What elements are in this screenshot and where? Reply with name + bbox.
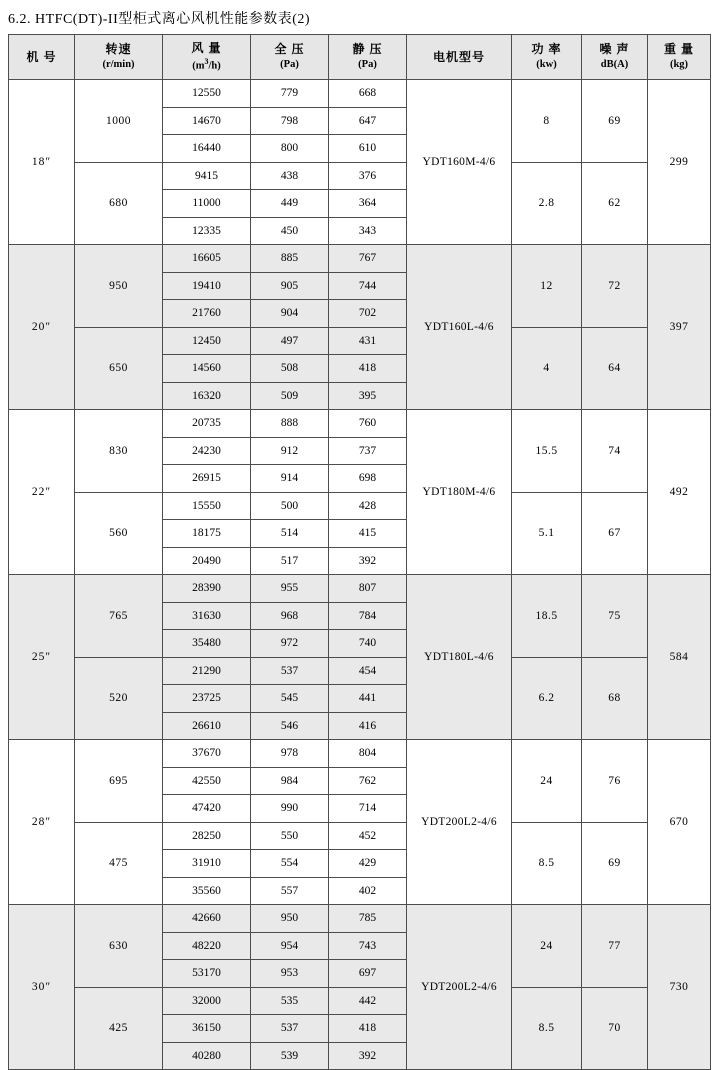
cell-air-flow: 31630: [163, 602, 251, 630]
cell-total-pressure: 978: [251, 740, 329, 768]
column-header-6: [512, 35, 582, 80]
cell-total-pressure: 984: [251, 767, 329, 795]
cell-air-flow: 40280: [163, 1042, 251, 1070]
cell-air-flow: 32000: [163, 987, 251, 1015]
cell-total-pressure: 497: [251, 327, 329, 355]
cell-air-flow: 26915: [163, 465, 251, 493]
column-header-unit: $(m^3/h)$: [192, 57, 221, 72]
cell-motor-model: YDT160L-4/6: [407, 245, 512, 410]
cell-total-pressure: 954: [251, 932, 329, 960]
cell-air-flow: 47420: [163, 795, 251, 823]
cell-model-no: 18″: [9, 80, 75, 245]
cell-weight: 492: [648, 410, 711, 575]
column-header-label: 机 号: [26, 49, 57, 64]
cell-total-pressure: 514: [251, 520, 329, 548]
column-header-label: 风 量: [191, 41, 222, 56]
cell-static-pressure: 714: [329, 795, 407, 823]
cell-air-flow: 15550: [163, 492, 251, 520]
column-header-1: [75, 35, 163, 80]
cell-static-pressure: 647: [329, 107, 407, 135]
column-header-label: 噪 声: [599, 42, 630, 57]
table-row: [9, 822, 711, 850]
cell-air-flow: 23725: [163, 685, 251, 713]
cell-total-pressure: 955: [251, 575, 329, 603]
table-row: [9, 492, 711, 520]
column-header-3: [251, 35, 329, 80]
cell-weight: 730: [648, 905, 711, 1070]
cell-total-pressure: 888: [251, 410, 329, 438]
cell-noise: 67: [582, 492, 648, 575]
cell-total-pressure: 779: [251, 80, 329, 108]
cell-power: 15.5: [512, 410, 582, 493]
cell-noise: 77: [582, 905, 648, 988]
cell-motor-model: YDT200L2-4/6: [407, 905, 512, 1070]
cell-weight: 397: [648, 245, 711, 410]
cell-total-pressure: 450: [251, 217, 329, 245]
cell-rpm: 695: [75, 740, 163, 823]
cell-static-pressure: 418: [329, 1015, 407, 1043]
cell-static-pressure: 744: [329, 272, 407, 300]
cell-air-flow: 36150: [163, 1015, 251, 1043]
cell-air-flow: 28390: [163, 575, 251, 603]
cell-static-pressure: 428: [329, 492, 407, 520]
cell-static-pressure: 668: [329, 80, 407, 108]
table-row: [9, 410, 711, 438]
cell-total-pressure: 798: [251, 107, 329, 135]
cell-power: 4: [512, 327, 582, 410]
cell-total-pressure: 517: [251, 547, 329, 575]
cell-power: 24: [512, 905, 582, 988]
cell-static-pressure: 743: [329, 932, 407, 960]
cell-total-pressure: 968: [251, 602, 329, 630]
cell-rpm: 520: [75, 657, 163, 740]
cell-model-no: 22″: [9, 410, 75, 575]
cell-static-pressure: 392: [329, 547, 407, 575]
cell-air-flow: 21760: [163, 300, 251, 328]
cell-static-pressure: 697: [329, 960, 407, 988]
cell-model-no: 20″: [9, 245, 75, 410]
cell-rpm: 630: [75, 905, 163, 988]
cell-total-pressure: 508: [251, 355, 329, 383]
cell-static-pressure: 431: [329, 327, 407, 355]
table-row: [9, 657, 711, 685]
table-row: [9, 987, 711, 1015]
column-header-4: [329, 35, 407, 80]
column-header-0: [9, 35, 75, 80]
cell-static-pressure: 392: [329, 1042, 407, 1070]
cell-total-pressure: 557: [251, 877, 329, 905]
table-row: [9, 162, 711, 190]
cell-model-no: 30″: [9, 905, 75, 1070]
cell-static-pressure: 395: [329, 382, 407, 410]
cell-noise: 70: [582, 987, 648, 1070]
cell-noise: 74: [582, 410, 648, 493]
header-row: [9, 35, 711, 80]
cell-static-pressure: 402: [329, 877, 407, 905]
cell-rpm: 475: [75, 822, 163, 905]
cell-model-no: 28″: [9, 740, 75, 905]
cell-static-pressure: 452: [329, 822, 407, 850]
cell-static-pressure: 762: [329, 767, 407, 795]
cell-noise: 69: [582, 822, 648, 905]
column-header-5: [407, 35, 512, 80]
cell-air-flow: 14670: [163, 107, 251, 135]
cell-air-flow: 19410: [163, 272, 251, 300]
cell-noise: 69: [582, 80, 648, 163]
cell-motor-model: YDT160M-4/6: [407, 80, 512, 245]
cell-weight: 299: [648, 80, 711, 245]
cell-air-flow: 18175: [163, 520, 251, 548]
cell-static-pressure: 441: [329, 685, 407, 713]
cell-air-flow: 35560: [163, 877, 251, 905]
cell-power: 6.2: [512, 657, 582, 740]
cell-air-flow: 14560: [163, 355, 251, 383]
cell-air-flow: 16320: [163, 382, 251, 410]
cell-rpm: 765: [75, 575, 163, 658]
cell-static-pressure: 737: [329, 437, 407, 465]
cell-static-pressure: 429: [329, 850, 407, 878]
cell-static-pressure: 343: [329, 217, 407, 245]
column-header-unit: (Pa): [358, 59, 377, 71]
cell-static-pressure: 418: [329, 355, 407, 383]
cell-air-flow: 35480: [163, 630, 251, 658]
cell-motor-model: YDT200L2-4/6: [407, 740, 512, 905]
cell-total-pressure: 800: [251, 135, 329, 163]
cell-rpm: 560: [75, 492, 163, 575]
cell-total-pressure: 509: [251, 382, 329, 410]
column-header-7: [582, 35, 648, 80]
table-row: [9, 327, 711, 355]
cell-total-pressure: 449: [251, 190, 329, 218]
cell-rpm: 1000: [75, 80, 163, 163]
cell-air-flow: 20490: [163, 547, 251, 575]
cell-weight: 670: [648, 740, 711, 905]
cell-air-flow: 11000: [163, 190, 251, 218]
column-header-label: 静 压: [352, 42, 383, 57]
column-header-label: 转速: [105, 42, 132, 57]
cell-total-pressure: 885: [251, 245, 329, 273]
cell-air-flow: 53170: [163, 960, 251, 988]
cell-total-pressure: 972: [251, 630, 329, 658]
column-header-unit: (r/min): [102, 59, 135, 71]
cell-total-pressure: 990: [251, 795, 329, 823]
cell-air-flow: 12450: [163, 327, 251, 355]
cell-rpm: 830: [75, 410, 163, 493]
cell-total-pressure: 914: [251, 465, 329, 493]
cell-total-pressure: 545: [251, 685, 329, 713]
cell-static-pressure: 442: [329, 987, 407, 1015]
page-title: 6.2. HTFC(DT)-II型柜式离心风机性能参数表(2): [8, 12, 311, 27]
cell-power: 18.5: [512, 575, 582, 658]
column-header-unit: (Pa): [280, 59, 299, 71]
cell-air-flow: 42660: [163, 905, 251, 933]
cell-static-pressure: 415: [329, 520, 407, 548]
cell-air-flow: 37670: [163, 740, 251, 768]
cell-power: 24: [512, 740, 582, 823]
column-header-label: 电机型号: [432, 49, 485, 64]
column-header-label: 功 率: [531, 42, 562, 57]
cell-total-pressure: 500: [251, 492, 329, 520]
cell-static-pressure: 804: [329, 740, 407, 768]
cell-noise: 68: [582, 657, 648, 740]
cell-total-pressure: 953: [251, 960, 329, 988]
cell-air-flow: 9415: [163, 162, 251, 190]
cell-air-flow: 24230: [163, 437, 251, 465]
cell-static-pressure: 702: [329, 300, 407, 328]
cell-power: 8: [512, 80, 582, 163]
cell-static-pressure: 785: [329, 905, 407, 933]
cell-static-pressure: 784: [329, 602, 407, 630]
cell-air-flow: 16605: [163, 245, 251, 273]
column-header-unit: (kg): [669, 59, 689, 71]
cell-noise: 75: [582, 575, 648, 658]
column-header-unit: dB(A): [600, 59, 629, 71]
column-header-unit: (kw): [536, 59, 557, 71]
cell-air-flow: 31910: [163, 850, 251, 878]
cell-power: 8.5: [512, 822, 582, 905]
cell-air-flow: 26610: [163, 712, 251, 740]
cell-rpm: 950: [75, 245, 163, 328]
table-header: [9, 35, 711, 80]
cell-noise: 76: [582, 740, 648, 823]
cell-noise: 64: [582, 327, 648, 410]
cell-static-pressure: 610: [329, 135, 407, 163]
table-row: [9, 575, 711, 603]
cell-total-pressure: 912: [251, 437, 329, 465]
cell-total-pressure: 539: [251, 1042, 329, 1070]
table-row: [9, 740, 711, 768]
cell-static-pressure: 767: [329, 245, 407, 273]
cell-static-pressure: 807: [329, 575, 407, 603]
cell-static-pressure: 376: [329, 162, 407, 190]
cell-air-flow: 20735: [163, 410, 251, 438]
cell-rpm: 425: [75, 987, 163, 1070]
table-body: [9, 80, 711, 1070]
cell-static-pressure: 740: [329, 630, 407, 658]
column-header-label: 重 量: [663, 42, 694, 57]
column-header-2: [163, 35, 251, 80]
column-header-label: 全 压: [274, 42, 305, 57]
cell-weight: 584: [648, 575, 711, 740]
cell-air-flow: 21290: [163, 657, 251, 685]
cell-static-pressure: 698: [329, 465, 407, 493]
cell-air-flow: 12550: [163, 80, 251, 108]
cell-static-pressure: 760: [329, 410, 407, 438]
cell-static-pressure: 416: [329, 712, 407, 740]
cell-total-pressure: 554: [251, 850, 329, 878]
cell-power: 8.5: [512, 987, 582, 1070]
cell-total-pressure: 537: [251, 1015, 329, 1043]
cell-power: 12: [512, 245, 582, 328]
cell-noise: 62: [582, 162, 648, 245]
cell-power: 2.8: [512, 162, 582, 245]
cell-total-pressure: 537: [251, 657, 329, 685]
cell-air-flow: 42550: [163, 767, 251, 795]
cell-noise: 72: [582, 245, 648, 328]
cell-rpm: 680: [75, 162, 163, 245]
cell-air-flow: 16440: [163, 135, 251, 163]
cell-total-pressure: 905: [251, 272, 329, 300]
table-row: [9, 245, 711, 273]
cell-total-pressure: 904: [251, 300, 329, 328]
cell-static-pressure: 454: [329, 657, 407, 685]
cell-total-pressure: 438: [251, 162, 329, 190]
cell-power: 5.1: [512, 492, 582, 575]
cell-motor-model: YDT180M-4/6: [407, 410, 512, 575]
fan-performance-table: [8, 34, 711, 1070]
cell-static-pressure: 364: [329, 190, 407, 218]
cell-motor-model: YDT180L-4/6: [407, 575, 512, 740]
cell-total-pressure: 950: [251, 905, 329, 933]
table-row: [9, 80, 711, 108]
cell-rpm: 650: [75, 327, 163, 410]
cell-total-pressure: 546: [251, 712, 329, 740]
cell-model-no: 25″: [9, 575, 75, 740]
cell-total-pressure: 535: [251, 987, 329, 1015]
column-header-8: [648, 35, 711, 80]
cell-air-flow: 12335: [163, 217, 251, 245]
cell-air-flow: 28250: [163, 822, 251, 850]
cell-air-flow: 48220: [163, 932, 251, 960]
cell-total-pressure: 550: [251, 822, 329, 850]
